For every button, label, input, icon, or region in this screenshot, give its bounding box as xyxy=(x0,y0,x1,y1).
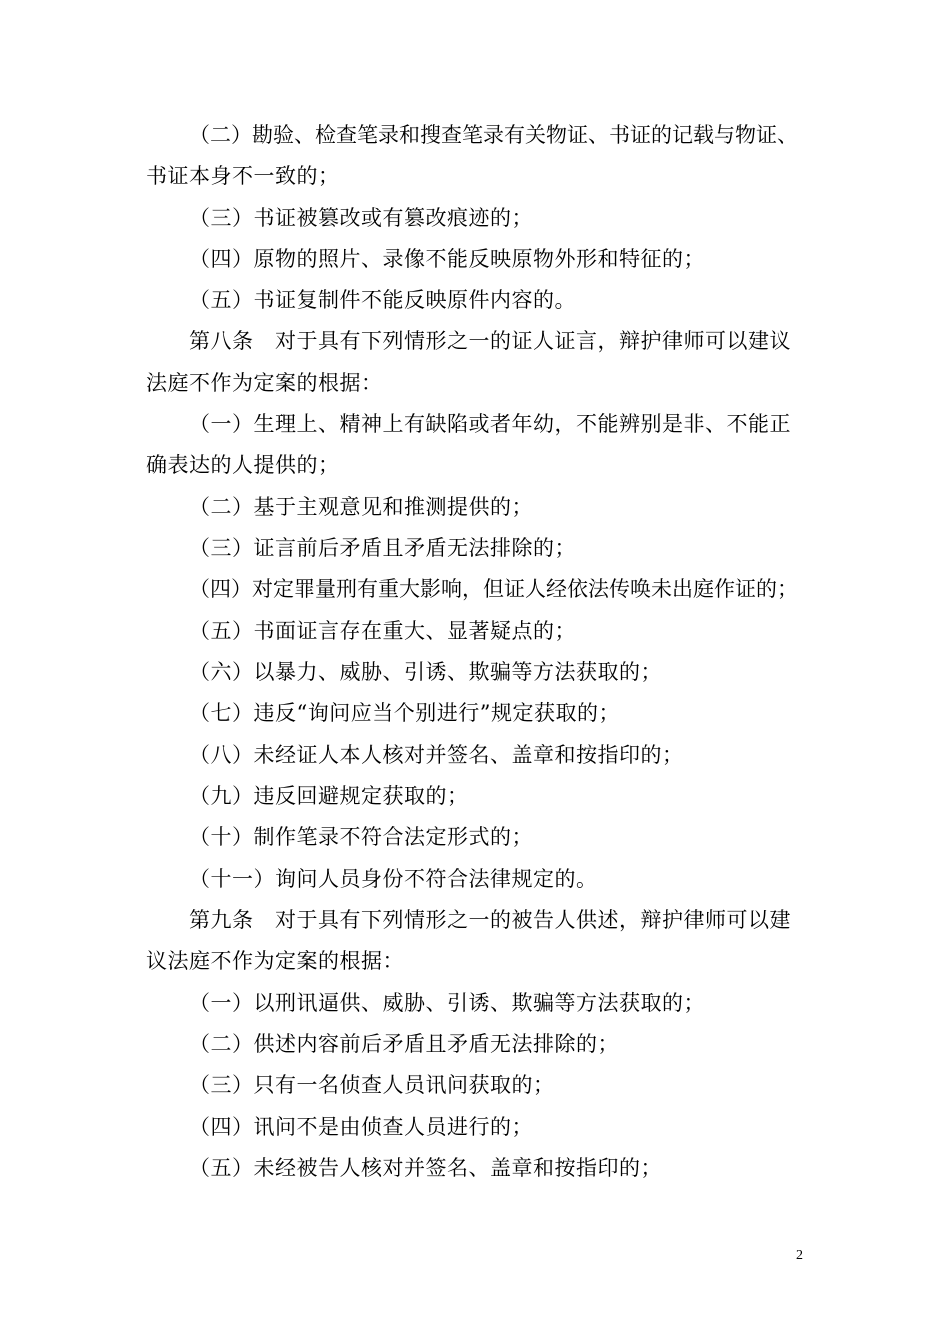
article-heading-line: 第九条 对于具有下列情形之一的被告人供述，辩护律师可以建 xyxy=(189,908,791,932)
text-line: （四）原物的照片、录像不能反映原物外形和特征的； xyxy=(189,247,705,271)
text-line: （三）书证被篡改或有篡改痕迹的； xyxy=(189,206,533,230)
text-line: （二）基于主观意见和推测提供的； xyxy=(189,495,533,519)
text-line: （四）讯问不是由侦查人员进行的； xyxy=(189,1115,533,1139)
text-line: （五）未经被告人核对并签名、盖章和按指印的； xyxy=(189,1156,662,1180)
text-line: （二）勘验、检查笔录和搜查笔录有关物证、书证的记载与物证、 xyxy=(189,123,798,147)
text-line: （十一）询问人员身份不符合法律规定的。 xyxy=(189,867,598,891)
text-line: （一）生理上、精神上有缺陷或者年幼，不能辨别是非、不能正 xyxy=(189,412,791,436)
text-line: （六）以暴力、威胁、引诱、欺骗等方法获取的； xyxy=(189,660,662,684)
text-line: （三）证言前后矛盾且矛盾无法排除的； xyxy=(189,536,576,560)
text-line: 议法庭不作为定案的根据： xyxy=(146,949,404,973)
text-line: （一）以刑讯逼供、威胁、引诱、欺骗等方法获取的； xyxy=(189,991,705,1015)
article-heading-line: 第八条 对于具有下列情形之一的证人证言，辩护律师可以建议 xyxy=(189,329,791,353)
text-line: （八）未经证人本人核对并签名、盖章和按指印的； xyxy=(189,743,684,767)
text-line: （四）对定罪量刑有重大影响，但证人经依法传唤未出庭作证的； xyxy=(189,577,798,601)
text-line: （七）违反“询问应当个别进行”规定获取的； xyxy=(189,701,620,725)
text-line: 书证本身不一致的； xyxy=(146,164,340,188)
page-number: 2 xyxy=(796,1248,803,1263)
text-line: （三）只有一名侦查人员讯问获取的； xyxy=(189,1073,555,1097)
text-line: （五）书面证言存在重大、显著疑点的； xyxy=(189,619,576,643)
text-line: 法庭不作为定案的根据： xyxy=(146,371,383,395)
text-line: （十）制作笔录不符合法定形式的； xyxy=(189,825,533,849)
text-line: （二）供述内容前后矛盾且矛盾无法排除的； xyxy=(189,1032,619,1056)
text-line: （九）违反回避规定获取的； xyxy=(189,784,469,808)
text-line: （五）书证复制件不能反映原件内容的。 xyxy=(189,288,576,312)
text-line: 确表达的人提供的； xyxy=(146,453,340,477)
